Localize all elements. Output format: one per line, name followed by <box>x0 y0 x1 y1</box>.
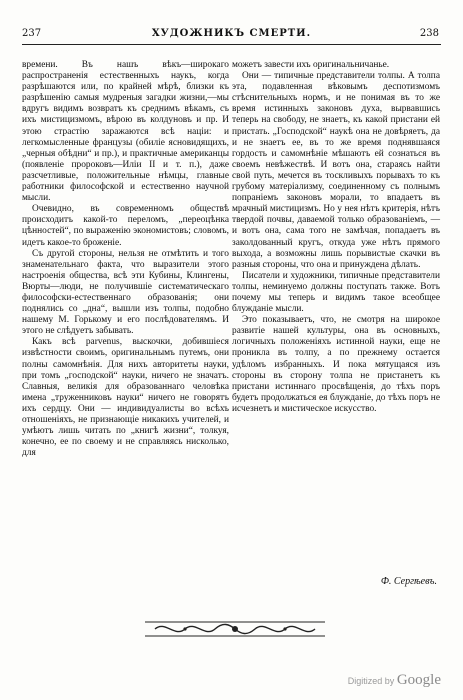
digitized-label: Digitized by <box>347 676 395 686</box>
paragraph: Они — типичные представители толпы. А толпа эта, подавленная вѣковымъ деспотизмомъ стѣснительныхъ нормъ, и не понимая въ то же время истинныхъ законовъ духа, вырвавшись теперь на свободу, не знаетъ, къ какой пристани ей пристать. „Господской“ наукѣ она не довѣряетъ, да и не знаетъ ее, въ то же время поднявшаяся гордость и самомнѣніе мѣшаютъ ей сознаться въ своемъ невѣжествѣ. И вотъ она, стараясь найти свой путь, мечется въ тоскливыхъ порывахъ то къ грубому матеріализму, соединенному съ полнымъ попраніемъ законовъ морали, то впадаетъ въ мрачный мистицизмъ. Но у нея нѣтъ критерія, нѣтъ твердой почвы, даваемой только образованіемъ, — и вотъ она, сама того не замѣчая, попадаетъ въ заколдованный кругъ, откуда уже нѣтъ прямого выхода, а возможны лишь порывистые скачки въ разныя стороны, что она и принуждена дѣлать. <box>232 71 440 270</box>
digitized-by-google-watermark <box>348 672 441 689</box>
left-column <box>22 60 229 459</box>
page-number-right: 238 <box>419 28 439 39</box>
paragraph: Очевидно, въ современномъ обществѣ происходитъ какой-то переломъ, „переоцѣнка цѣнностей“, по выраженію экономистовъ; словомъ, идетъ какое-то броженіе. <box>22 204 229 248</box>
paragraph: Писатели и художники, типичные представители толпы, неминуемо должны поступать также. Вотъ почему мы теперь и видимъ такое всеобщее блужданіе мысли. <box>232 270 440 315</box>
running-title: ХУДОЖНИКЪ СМЕРТИ. <box>151 28 312 39</box>
right-column <box>232 60 440 415</box>
page-number-left: 237 <box>22 28 42 39</box>
author-signature: Ф. Сергѣевъ. <box>380 576 437 587</box>
paragraph: времени. Въ нашъ вѣкъ—широкаго распространенія естественныхъ наукъ, когда разрѣшаются или, по крайней мѣрѣ, близки къ разрѣшенію самыя мудреныя загадки жизни,—мы вдругъ видимъ возвратъ къ среднимъ вѣкамъ, съ ихъ мистицизмомъ, вѣрою въ колдуновъ и пр. И этою страстію заражаются всѣ націи: и легкомысленные французы (обиліе ясновидящихъ, „черныя обѣдни“ и пр.), и практичные американцы (появленіе пророковъ—Иліи II и т. п.), даже разсчетливые, положительные нѣмцы, главные работники философской и естественно научной мысли. <box>22 60 229 204</box>
header-rule <box>22 44 441 45</box>
ornament-divider-icon <box>145 616 325 642</box>
paragraph: можетъ завести ихъ оригинальничанье. <box>232 60 390 70</box>
paragraph: Какъ всѣ parvenus, выскочки, добившіеся извѣстности своимъ, оригинальнымъ путемъ, они полны самомнѣнія. Для нихъ авторитеты науки, при томъ „господской“ науки, ничего не значатъ. Славныя, великія для образованнаго человѣка имена „труженниковъ науки“ ничего не говорятъ ихъ сердцу. Они — индивидуалисты во всѣхъ отношеніяхъ, не признающіе никакихъ учителей, и умѣютъ лишь читать по „книгѣ жизни“, толкуя, конечно, ее по своему и не справляясь нисколько, для <box>22 337 229 459</box>
paragraph: Это показываетъ, что, не смотря на широкое развитіе нашей культуры, она въ основныхъ, логичныхъ положеніяхъ истинной науки, еще не проникла въ толпу, а по прежнему остается удѣломъ избранныхъ. И пока мятущаяся изъ стороны въ сторону толпа не пристанетъ къ пристани истиннаго просвѣщенія, до тѣхъ поръ будетъ продолжаться ея блужданіе, до тѣхъ поръ не исчезнетъ и мистическое искусство. <box>232 315 440 414</box>
paragraph: Съ другой стороны, нельзя не отмѣтить и того знаменательнаго факта, что выразители этого настроенія общества, всѣ эти Кубины, Клингены, Вюрты—люди, не получившіе систематическаго философски-естественнаго образованія; они поднялись со „дна“, вышли изъ толпы, подобно нашему М. Горькому и его послѣдователямъ. И этого не слѣдуетъ забывать. <box>22 248 229 337</box>
page-header <box>0 28 463 42</box>
google-logo: Google <box>396 672 441 688</box>
